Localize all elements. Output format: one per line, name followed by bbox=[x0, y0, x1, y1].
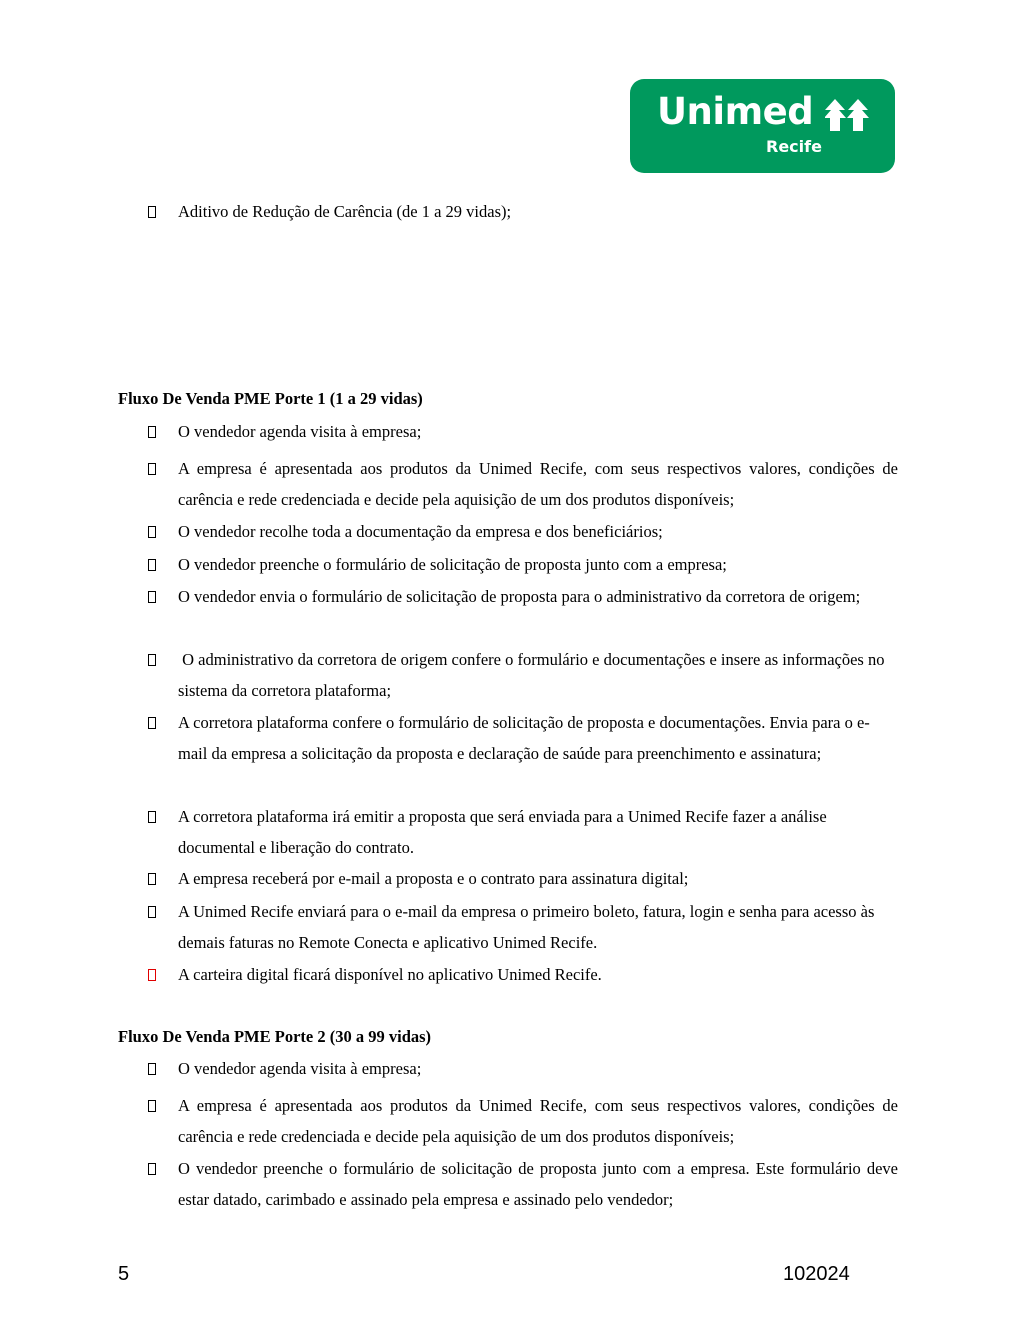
list-item-text: O vendedor preenche o formulário de solicitação de proposta junto com a empresa; bbox=[178, 555, 727, 574]
bullet-box-icon bbox=[148, 969, 156, 981]
list-item-text: O vendedor envia o formulário de solicitação de proposta para o administrativo da corretora de origem; bbox=[178, 587, 861, 606]
bullet-box-icon bbox=[148, 654, 156, 666]
bullet-box-icon bbox=[148, 1063, 156, 1075]
page-number: 5 bbox=[118, 1263, 130, 1285]
bullet-box-icon bbox=[148, 1163, 156, 1175]
bullet-box-icon bbox=[148, 526, 156, 538]
list-item-text: O vendedor agenda visita à empresa; bbox=[178, 1059, 422, 1078]
bullet-box-icon bbox=[148, 1100, 156, 1112]
bullet-box-icon bbox=[148, 426, 156, 438]
bullet-box-icon bbox=[148, 463, 156, 475]
bullet-box-icon bbox=[148, 559, 156, 571]
section-heading-porte-1: Fluxo De Venda PME Porte 1 (1 a 29 vidas) bbox=[118, 389, 423, 408]
list-item-text: A empresa receberá por e-mail a proposta e o contrato para assinatura digital; bbox=[178, 869, 689, 888]
list-item-text: O vendedor preenche o formulário de solicitação de proposta junto com a empresa. Este formulário deve estar datado, carimbado e assinado pela empresa e assinado pelo vendedor; bbox=[178, 1159, 898, 1209]
bullet-box-icon bbox=[148, 873, 156, 885]
list-item-text: O vendedor agenda visita à empresa; bbox=[178, 422, 422, 441]
bullet-box-icon bbox=[148, 206, 156, 218]
list-item-text: A empresa é apresentada aos produtos da Unimed Recife, com seus respectivos valores, condições de carência e rede credenciada e decide pela aquisição de um dos produtos disponíveis; bbox=[178, 459, 898, 509]
bullet-box-icon bbox=[148, 906, 156, 918]
list-item-text: A corretora plataforma irá emitir a proposta que será enviada para a Unimed Recife fazer a análise documental e liberação do contrato. bbox=[178, 807, 827, 857]
document-code: 102024 bbox=[783, 1263, 850, 1285]
unimed-recife-logo bbox=[630, 79, 895, 173]
list-item-text: A empresa é apresentada aos produtos da Unimed Recife, com seus respectivos valores, condições de carência e rede credenciada e decide pela aquisição de um dos produtos disponíveis; bbox=[178, 1096, 898, 1146]
list-item-text: O administrativo da corretora de origem confere o formulário e documentações e insere as informações no sistema da corretora plataforma; bbox=[178, 650, 889, 700]
bullet-box-icon bbox=[148, 717, 156, 729]
list-item-text: O vendedor recolhe toda a documentação da empresa e dos beneficiários; bbox=[178, 522, 663, 541]
list-item-text: A carteira digital ficará disponível no aplicativo Unimed Recife. bbox=[178, 965, 602, 984]
list-item-text: A Unimed Recife enviará para o e-mail da empresa o primeiro boleto, fatura, login e senha para acesso às demais faturas no Remote Conecta e aplicativo Unimed Recife. bbox=[178, 902, 875, 952]
list-item-text: A corretora plataforma confere o formulário de solicitação de proposta e documentações. Envia para o e-mail da empresa a solicitação da proposta e declaração de saúde para preenchimento e assinatura; bbox=[178, 713, 870, 763]
list-item-text: Aditivo de Redução de Carência (de 1 a 29 vidas); bbox=[178, 202, 512, 221]
logo-city: Recife bbox=[766, 137, 822, 156]
bullet-box-icon bbox=[148, 811, 156, 823]
unimed-tree-icon bbox=[825, 99, 869, 133]
logo-wordmark: Unimed bbox=[657, 90, 814, 133]
bullet-box-icon bbox=[148, 591, 156, 603]
section-heading-porte-2: Fluxo De Venda PME Porte 2 (30 a 99 vidas) bbox=[118, 1027, 432, 1046]
